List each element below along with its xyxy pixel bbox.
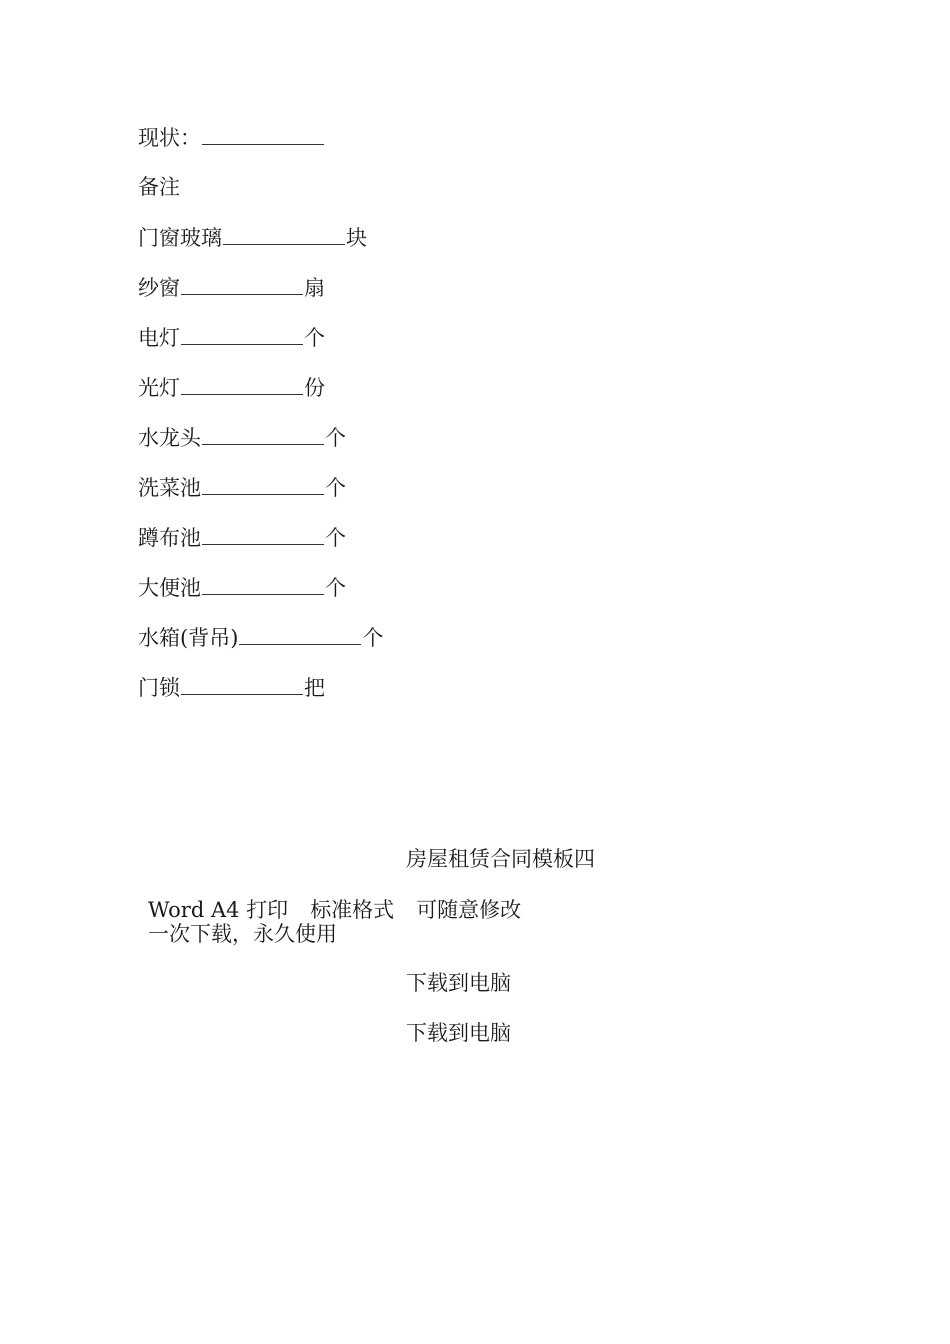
item-label: 纱窗 <box>138 276 180 300</box>
fill-blank <box>202 574 324 595</box>
item-label: 电灯 <box>138 326 180 350</box>
fill-blank <box>181 674 303 695</box>
item-unit: 个 <box>325 476 346 500</box>
status-line <box>138 124 325 151</box>
promo-format: 标准格式 <box>310 898 395 922</box>
item-label: 水箱(背吊) <box>138 626 239 650</box>
item-label: 门锁 <box>138 676 180 700</box>
item-label: 水龙头 <box>138 426 201 450</box>
fill-blank <box>202 124 324 145</box>
item-line-sink <box>138 474 346 501</box>
promo-word: Word A4 <box>148 898 240 922</box>
item-unit: 个 <box>325 576 346 600</box>
item-line-tank <box>138 624 383 651</box>
promo-edit: 可随意修改 <box>416 898 522 922</box>
item-unit: 把 <box>304 676 325 700</box>
download-link[interactable]: 下载到电脑 <box>406 971 511 995</box>
item-line-light <box>138 374 325 401</box>
promo-line-2: 一次下载，永久使用 <box>148 922 337 946</box>
fill-blank <box>223 224 345 245</box>
item-unit: 块 <box>346 226 367 250</box>
item-label: 洗菜池 <box>138 476 201 500</box>
promo-line-1 <box>148 898 521 922</box>
item-line-screen <box>138 274 325 301</box>
promo-print: 打印 <box>246 898 289 922</box>
item-unit: 个 <box>325 426 346 450</box>
section-title: 房屋租赁合同模板四 <box>406 847 595 871</box>
status-label: 现状： <box>138 126 201 150</box>
item-unit: 份 <box>304 376 325 400</box>
item-label: 蹲布池 <box>138 526 201 550</box>
item-line-glass <box>138 224 367 251</box>
fill-blank <box>239 624 361 645</box>
fill-blank <box>181 274 303 295</box>
fill-blank <box>181 374 303 395</box>
item-unit: 个 <box>325 526 346 550</box>
item-line-lock <box>138 674 325 701</box>
fill-blank <box>202 524 324 545</box>
fill-blank <box>181 324 303 345</box>
item-unit: 个 <box>362 626 384 650</box>
remarks-heading <box>138 174 180 200</box>
item-line-toilet <box>138 574 346 601</box>
item-line-mop-sink <box>138 524 346 551</box>
item-unit: 扇 <box>304 276 325 300</box>
remarks-label: 备注 <box>138 175 180 199</box>
item-line-lamp <box>138 324 325 351</box>
fill-blank <box>202 474 324 495</box>
item-label: 门窗玻璃 <box>138 226 222 250</box>
item-unit: 个 <box>304 326 325 350</box>
item-label: 光灯 <box>138 376 180 400</box>
download-link[interactable]: 下载到电脑 <box>406 1021 511 1045</box>
item-line-faucet <box>138 424 346 451</box>
fill-blank <box>202 424 324 445</box>
item-label: 大便池 <box>138 576 201 600</box>
